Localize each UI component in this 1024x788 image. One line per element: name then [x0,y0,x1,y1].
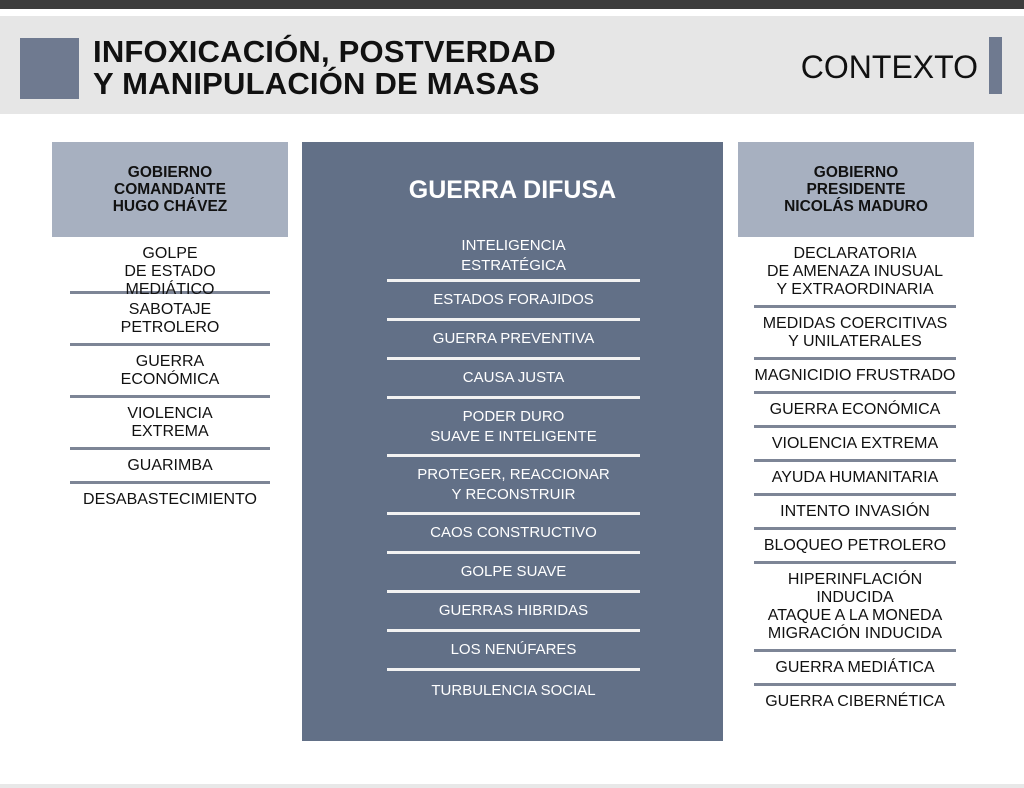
center-panel [302,142,723,741]
center-title: GUERRA DIFUSA [408,176,617,204]
left-list-item-line: MEDIÁTICO [125,281,215,298]
left-list-item-line: DE ESTADO [124,263,216,280]
left-list-item [70,243,270,298]
center-list-item [387,399,640,457]
right-list-item-line: GUERRA MEDIÁTICA [775,659,935,676]
header-accent-square [20,38,79,99]
page-title-line-1: INFOXICACIÓN, POSTVERDAD [93,34,556,69]
right-header-line-2: PRESIDENTE [806,181,906,198]
right-list-item-line: BLOQUEO PETROLERO [763,537,947,554]
top-dark-bar [0,0,1024,9]
right-list-item-line: MIGRACIÓN INDUCIDA [767,625,943,642]
center-list-item-line: PODER DURO [462,408,565,425]
center-list-item-line: LOS NENÚFARES [450,641,577,659]
center-list-item [387,632,640,671]
right-list-item [754,313,956,360]
left-header-line-3: HUGO CHÁVEZ [112,198,228,215]
right-list-item [754,501,956,530]
right-column-header [738,142,974,237]
right-list-item [754,399,956,428]
left-column-header [52,142,288,237]
left-list-item-line: GOLPE [142,245,198,262]
center-list-item [387,282,640,321]
right-list-item-line: INDUCIDA [816,589,894,606]
right-list-item-line: INTENTO INVASIÓN [780,503,930,520]
right-list-item [754,535,956,564]
center-list-item [387,593,640,632]
right-list-item-line: HIPERINFLACIÓN [787,571,923,588]
center-list-item [387,671,640,710]
center-list-item [387,232,640,282]
left-list-item [70,455,270,484]
left-list-item-line: EXTREMA [131,423,209,440]
right-list-item-line: GUERRA ECONÓMICA [769,401,941,418]
right-list-item [754,569,956,652]
center-list-item-line: CAUSA JUSTA [462,369,565,387]
center-list-item [387,515,640,554]
left-header-line-2: COMANDANTE [114,181,226,198]
left-list-item-line: SABOTAJE [128,301,212,318]
right-list-item [754,467,956,496]
right-column-list [754,243,956,722]
left-list-item [70,403,270,450]
left-list-item-line: PETROLERO [120,319,220,336]
center-list-item-line: ESTADOS FORAJIDOS [433,291,594,309]
center-list-item [387,457,640,515]
center-list-item-line: SUAVE E INTELIGENTE [430,427,597,445]
context-accent-bar [989,37,1002,94]
left-column-list [70,243,270,520]
right-list-item [754,433,956,462]
right-list-item-line: VIOLENCIA EXTREMA [771,435,939,452]
left-list-item [70,351,270,398]
right-list-item [754,691,956,717]
right-list-item-line: DECLARATORIA [793,245,917,262]
left-list-item-line: VIOLENCIA [127,405,213,422]
center-list-item-line: TURBULENCIA SOCIAL [431,681,596,699]
right-list-item [754,243,956,308]
right-list-item-line: AYUDA HUMANITARIA [771,469,939,486]
right-list-item-line: Y UNILATERALES [788,333,922,350]
right-list-item-line: GUERRA CIBERNÉTICA [765,693,945,710]
center-list-item-line: GUERRA PREVENTIVA [432,330,595,348]
right-list-item-line: MEDIDAS COERCITIVAS [762,315,948,332]
left-list-item-line: GUERRA [135,353,205,370]
right-list-item-line: MAGNICIDIO FRUSTRADO [754,367,956,384]
center-list-item [387,321,640,360]
center-list-item-line: GUERRAS HIBRIDAS [438,602,589,620]
bottom-divider [0,784,1024,788]
center-list [387,232,640,710]
right-list-item [754,365,956,394]
right-list-item-line: ATAQUE A LA MONEDA [767,607,943,624]
left-list-item-line: DESABASTECIMIENTO [83,491,257,508]
center-list-item [387,360,640,399]
right-header-line-1: GOBIERNO [813,164,899,181]
center-list-item-line: CAOS CONSTRUCTIVO [430,524,597,542]
page-title-line-2: Y MANIPULACIÓN DE MASAS [93,66,540,101]
center-list-item [387,554,640,593]
right-list-item [754,657,956,686]
left-list-item [70,489,270,515]
center-list-item-line: INTELIGENCIA [461,237,566,254]
left-list-item [70,299,270,346]
left-list-item-line: ECONÓMICA [120,371,220,388]
left-list-item-line: GUARIMBA [127,457,213,474]
right-list-item-line: Y EXTRAORDINARIA [776,281,934,298]
context-label: CONTEXTO [800,49,978,85]
center-list-item-line: Y RECONSTRUIR [451,485,576,503]
center-list-item-line: ESTRATÉGICA [461,256,566,274]
header-band [0,16,1024,114]
center-list-item-line: GOLPE SUAVE [460,563,567,581]
left-header-line-1: GOBIERNO [127,164,213,181]
page-title [93,36,556,100]
right-header-line-3: NICOLÁS MADURO [784,198,928,215]
center-list-item-line: PROTEGER, REACCIONAR [417,466,610,483]
right-list-item-line: DE AMENAZA INUSUAL [766,263,944,280]
